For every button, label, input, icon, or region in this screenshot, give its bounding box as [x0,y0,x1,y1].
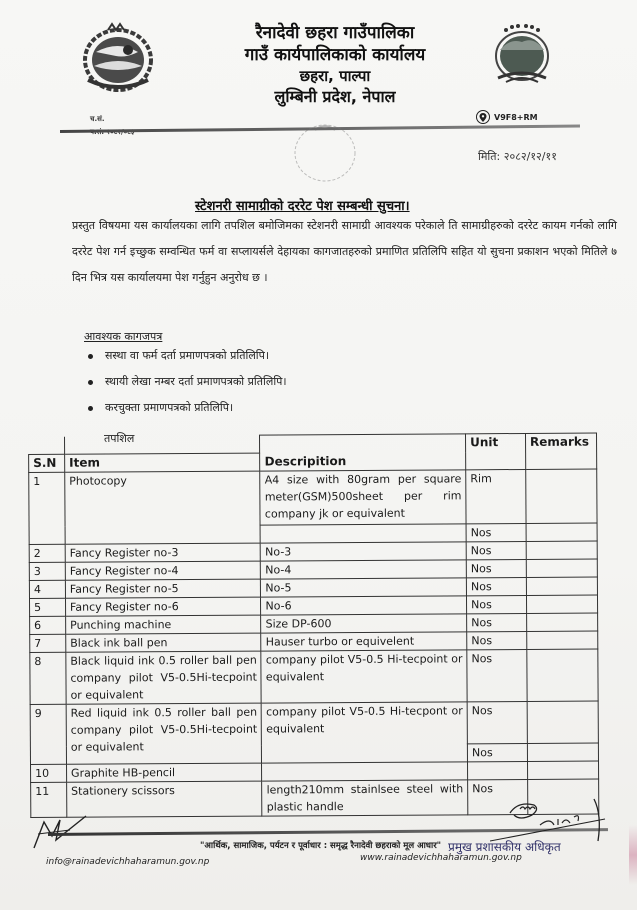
requirement-item: करचुक्ता प्रमाणपत्रको प्रतिलिपि। [88,395,287,421]
table-row: 4 Fancy Register no-5 No-5 Nos [29,577,597,598]
org-location: छहरा, पाल्पा [299,67,371,85]
requirements-heading: आवश्यक कागजपत्र [84,330,163,343]
org-office: गाउँ कार्यपालिकाको कार्यालय [244,45,426,65]
requirement-item: सस्था वा फर्म दर्ता प्रमाणपत्रको प्रतिलिपि। [88,343,287,369]
bullet-icon [88,380,93,385]
table-row: 1 Photocopy A4 size with 80gram per square meter(GSM)500sheet per rim company jk or equivalent Rim [29,469,597,526]
reference-block [90,113,135,139]
table-row: 2 Fancy Register no-3 No-3 Nos [29,541,597,562]
org-name: रैनादेवी छहरा गाउँपालिका [255,23,415,43]
table-row: Nos [30,743,598,764]
organization-title [200,22,470,107]
table-row: 3 Fancy Register no-4 No-4 Nos [29,559,597,580]
notice-body: प्रस्तुत विषयमा यस कार्यालयका लागि तपशिल बमोजिमका स्टेशनरी सामाग्री आवश्यक परेकाले ति सामाग्रीहरुको दररेट कायम गर्नको लागि दररेट पेश गर्न इच्छुक सम्वन्धित फर्म वा सप्लायर्सले देहायका कागजातहरुको प्रमाणित प्रतिलिपि सहित यो सुचना प्रकाशन भएको मितिले ७ दिन भित्र यस कार्यालयमा पेश गर्नुहुन अनुरोध छ । [72,219,617,284]
stationery-items-table [28,433,599,818]
notice-date: मिति: २०८२/१२/११ [478,150,557,163]
table-row: 7 Black ink ball pen Hauser turbo or equivelent Nos [30,631,598,652]
header-description: Descripition [260,452,466,471]
location-code [476,110,538,124]
officer-signature [490,795,610,845]
letter-number-label: च.सं. [90,115,105,123]
header-sn: S.N [29,454,65,472]
requirements-list [88,343,287,421]
header-remarks: Remarks [525,433,596,451]
table-row: 9 Red liquid ink 0.5 roller ball pen company pilot V5-0.5Hi-tecpoint or equivalent company pilot V5-0.5 Hi-tecpont or equivalent Nos [30,701,598,746]
contact-email[interactable]: info@rainadevichhaharamun.gov.np [46,857,210,867]
municipality-logo-icon [486,20,558,92]
notice-subject: स्टेशनरी सामाग्रीको दररेट पेश सम्बन्धी सुचना। [195,199,410,214]
page-edge-mark [629,825,637,885]
bullet-icon [88,406,93,411]
requirement-item: स्थायी लेखा नम्बर दर्ता प्रमाणपत्रको प्रतिलिपि। [88,369,287,395]
plus-code: V9F8+RM [494,112,538,122]
org-province: लुम्बिनी प्रदेश, नेपाल [274,87,396,106]
schedule-label: तपशिल [104,432,135,445]
office-stamp [280,118,370,188]
table-row: 11 Stationery scissors length210mm stainlsee steel with plastic handle Nos [31,779,599,817]
header-unit: Unit [466,433,526,451]
municipality-motto: "आर्थिक, सामाजिक, पर्यटन र पूर्वाधार : समृद्ध रैनादेवी छहराको मूल आधार" [200,841,442,851]
table-row: 6 Punching machine Size DP-600 Nos [30,613,598,634]
header-item: Item [65,453,261,472]
table-row: 10 Graphite HB-pencil [31,761,599,782]
bullet-icon [88,354,93,359]
location-pin-icon [476,110,490,124]
contact-website[interactable]: www.rainadevichhaharamun.gov.np [360,853,522,863]
table-row: Nos [29,523,597,544]
table-row: 5 Fancy Register no-6 No-6 Nos [29,595,597,616]
signatory-title: प्रमुख प्रशासकीय अधिकृत [448,840,561,854]
government-emblem-icon [78,22,158,94]
table-row: 8 Black liquid ink 0.5 roller ball pen company pilot V5-0.5Hi-tecpoint or equivalent company pilot V5-0.5 Hi-tecpoint or equivalent Nos [30,649,598,704]
